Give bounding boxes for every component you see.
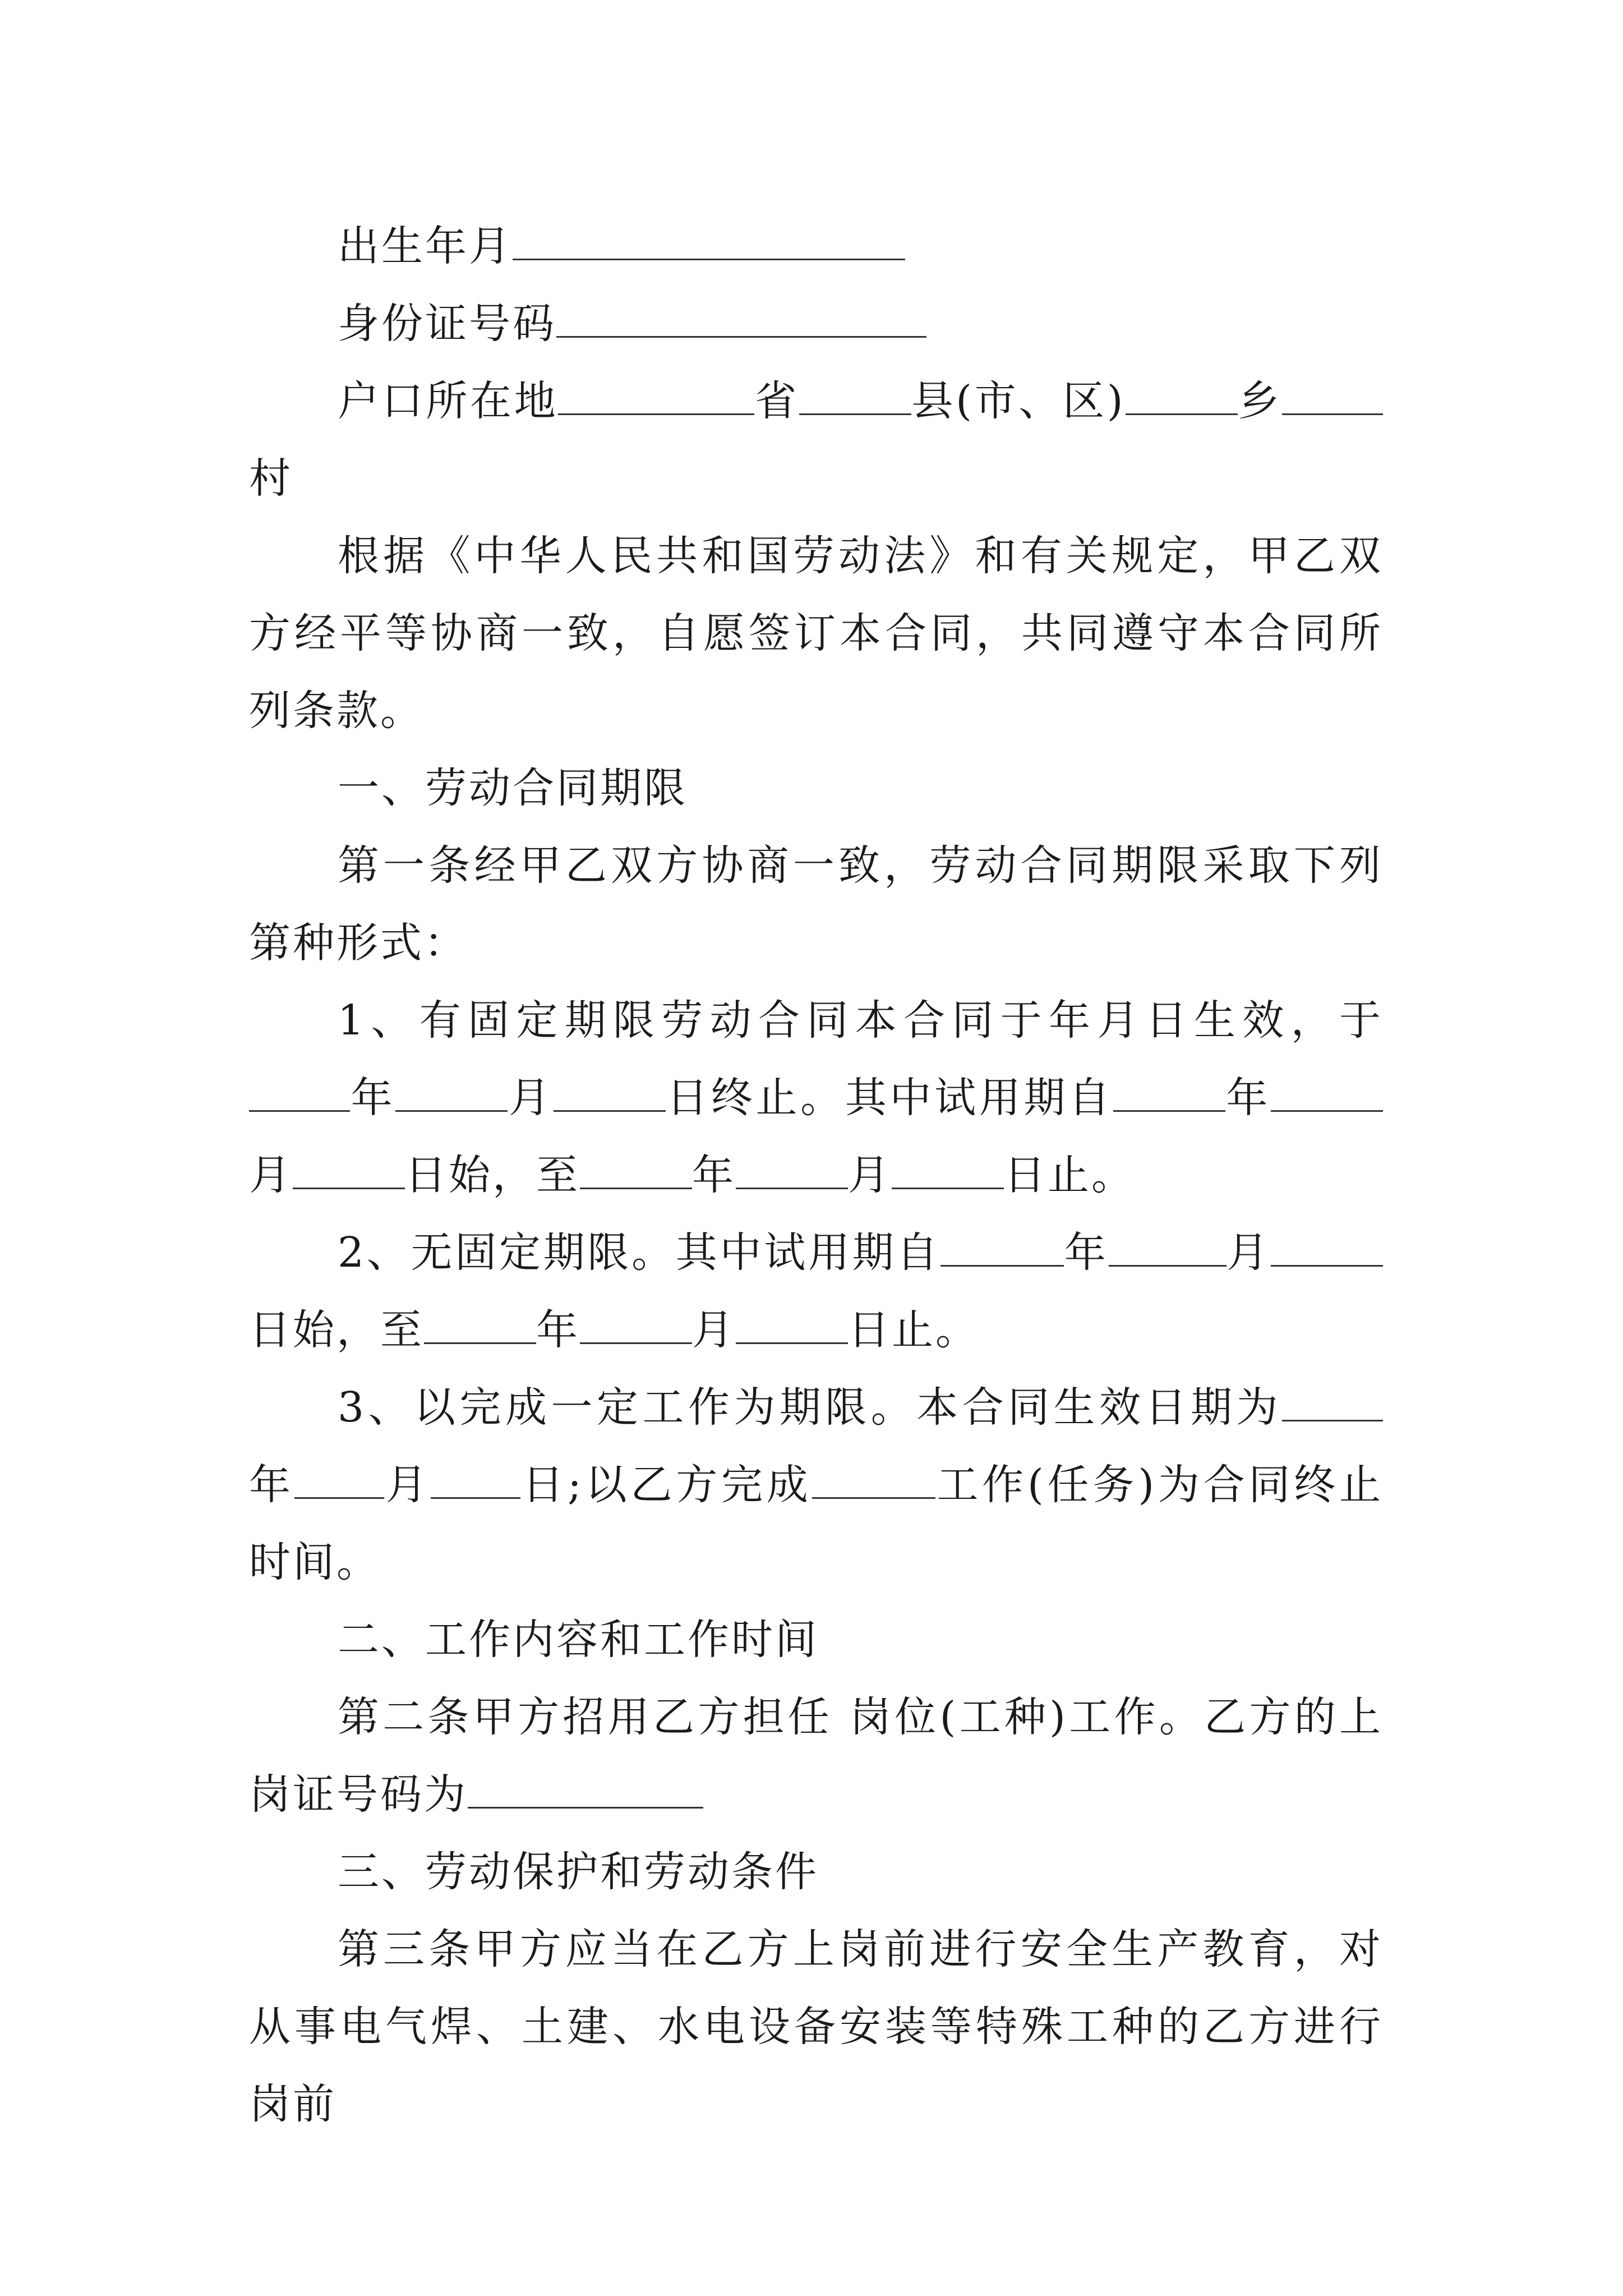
- blank: [249, 1065, 350, 1112]
- blank: [940, 1220, 1064, 1267]
- item-3-text: 3、以完成一定工作为期限。本合同生效日期为: [338, 1383, 1282, 1432]
- contract-page: [249, 208, 1383, 2143]
- blank: [1271, 1065, 1383, 1112]
- month-text: 月: [508, 1074, 554, 1122]
- task-text: 日;以乙方完成: [520, 1461, 812, 1509]
- item-1: [249, 982, 1383, 1214]
- section-3-heading: 三、劳动保护和劳动条件: [338, 1848, 819, 1896]
- month-text: 月: [1226, 1228, 1271, 1277]
- blank: [431, 1452, 520, 1499]
- month-text: 月: [692, 1306, 736, 1354]
- blank: [580, 1297, 692, 1344]
- task-end-text: 工作(任务)为合同终止时间。: [249, 1461, 1384, 1586]
- blank: [1109, 1220, 1227, 1267]
- end-text: 日止。: [848, 1306, 979, 1354]
- blank: [424, 1297, 536, 1344]
- village-blank: [1282, 369, 1383, 415]
- village-text: 村: [249, 454, 293, 503]
- blank: [294, 1452, 384, 1499]
- county-blank: [799, 369, 911, 415]
- township-blank: [1126, 369, 1238, 415]
- id-label: 身份证号码: [338, 300, 556, 348]
- blank: [812, 1452, 935, 1499]
- year-text: 年: [692, 1151, 736, 1199]
- township-text: 乡: [1237, 377, 1283, 425]
- end-text: 日终止。其中试用期自: [665, 1074, 1113, 1122]
- year-text: 年: [249, 1461, 294, 1509]
- item-2-text: 2、无固定期限。其中试用期自: [338, 1228, 941, 1277]
- blank: [580, 1143, 692, 1189]
- month-text: 月: [249, 1151, 293, 1199]
- year-text: 年: [536, 1306, 580, 1354]
- blank: [554, 1065, 666, 1112]
- blank: [1113, 1065, 1225, 1112]
- item-1-text: 1、有固定期限劳动合同本合同于年月日生效，于: [338, 996, 1383, 1045]
- start-text: 日始，至: [405, 1151, 580, 1199]
- article-2: [249, 1678, 1383, 1833]
- article-2-text: 第二条甲方招用乙方担任 岗位(工种)工作。乙方的上岗证号码为: [249, 1693, 1383, 1819]
- county-text: 县(市、区): [911, 377, 1126, 425]
- birth-line: [249, 208, 1383, 285]
- article-1: 第一条经甲乙双方协商一致，劳动合同期限采取下列第种形式：: [249, 841, 1383, 967]
- province-blank: [558, 369, 754, 415]
- section-2-heading: 二、工作内容和工作时间: [338, 1616, 819, 1664]
- article-3: 第三条甲方应当在乙方上岗前进行安全生产教育，对从事电气焊、土建、水电设备安装等特殊工种的乙方进行岗前: [249, 1925, 1383, 2128]
- birth-label: 出生年月: [338, 222, 513, 270]
- item-3: [249, 1369, 1383, 1601]
- year-text: 年: [1064, 1228, 1109, 1277]
- household-label: 户口所在地: [338, 377, 559, 425]
- birth-blank: [513, 214, 905, 260]
- household-line: [249, 362, 1383, 517]
- blank: [293, 1143, 405, 1189]
- item-2: [249, 1214, 1383, 1369]
- id-blank: [556, 291, 926, 338]
- province-text: 省: [754, 377, 799, 425]
- month-text: 月: [848, 1151, 892, 1199]
- blank: [1271, 1220, 1383, 1267]
- end-text: 日止。: [1004, 1151, 1135, 1199]
- blank: [892, 1143, 1004, 1189]
- year-text: 年: [350, 1074, 396, 1122]
- blank: [736, 1297, 848, 1344]
- year-text: 年: [1225, 1074, 1271, 1122]
- blank: [736, 1143, 848, 1189]
- month-text: 月: [384, 1461, 431, 1509]
- section-1-heading: 一、劳动合同期限: [338, 764, 688, 812]
- cert-blank: [468, 1762, 703, 1809]
- blank: [395, 1065, 508, 1112]
- start-text: 日始，至: [249, 1306, 424, 1354]
- preamble: 根据《中华人民共和国劳动法》和有关规定，甲乙双方经平等协商一致，自愿签订本合同，共同遵守本合同所列条款。: [249, 532, 1383, 735]
- blank: [1282, 1375, 1383, 1421]
- id-line: [249, 285, 1383, 362]
